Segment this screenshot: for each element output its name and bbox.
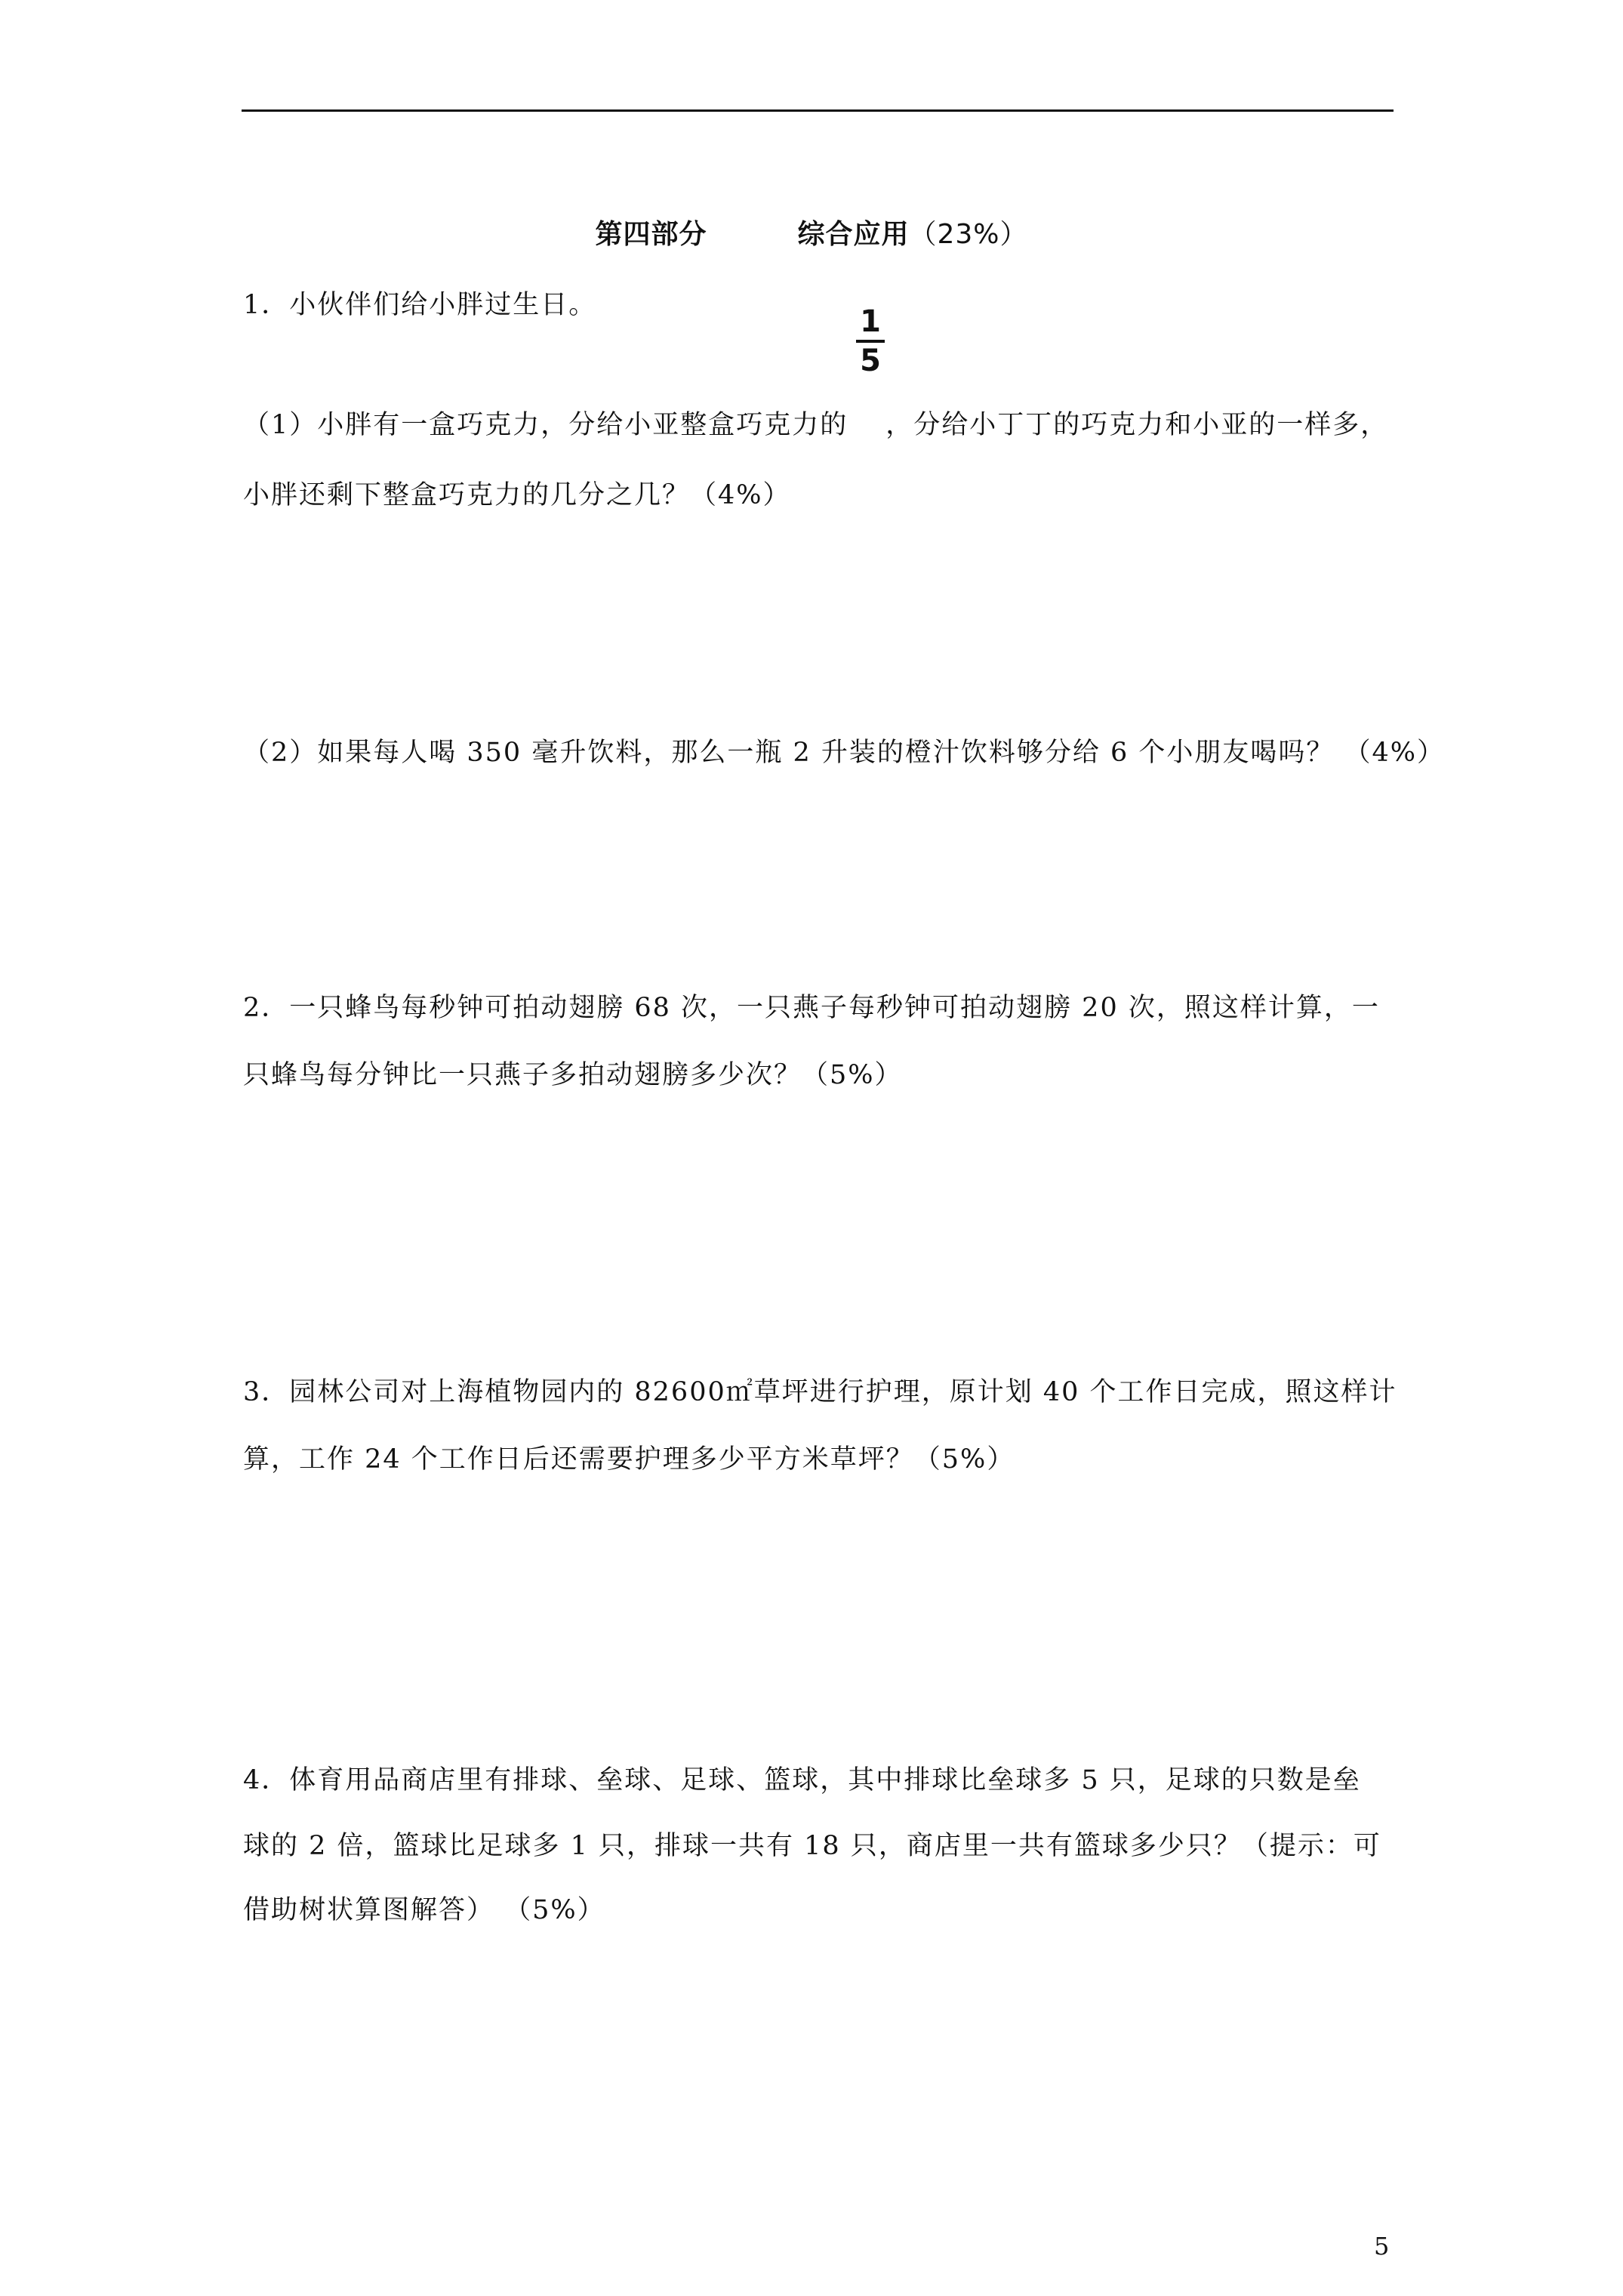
fraction-numerator: 1 xyxy=(856,305,885,343)
question-3-line-1: 3．园林公司对上海植物园内的 82600㎡草坪进行护理，原计划 40 个工作日完成，照这样计 xyxy=(243,1377,1397,1407)
question-4-line-2: 球的 2 倍，篮球比足球多 1 只，排球一共有 18 只，商店里一共有篮球多少只？（提示：可 xyxy=(243,1831,1381,1861)
question-3-line-2: 算，工作 24 个工作日后还需要护理多少平方米草坪？（5%） xyxy=(243,1444,1015,1475)
question-4-line-1: 4．体育用品商店里有排球、垒球、足球、篮球，其中排球比垒球多 5 只，足球的只数是垒 xyxy=(243,1765,1361,1795)
section-heading xyxy=(0,213,1623,251)
question-2-line-2: 只蜂鸟每分钟比一只燕子多拍动翅膀多少次？（5%） xyxy=(243,1060,903,1090)
question-1-stem: 1．小伙伴们给小胖过生日。 xyxy=(243,290,597,320)
section-title: 第四部分 xyxy=(595,219,707,250)
section-score: （23%） xyxy=(909,219,1028,250)
page-number: 5 xyxy=(1374,2232,1390,2261)
question-2-line-1: 2．一只蜂鸟每秒钟可拍动翅膀 68 次，一只燕子每秒钟可拍动翅膀 20 次，照这样计算，一 xyxy=(243,993,1380,1023)
header-rule xyxy=(242,109,1394,112)
question-1-2: （2）如果每人喝 350 毫升饮料，那么一瓶 2 升装的橙汁饮料够分给 6 个小朋友喝吗？ （4%） xyxy=(243,738,1446,768)
question-4-line-3: 借助树状算图解答） （5%） xyxy=(243,1895,605,1925)
question-1-1-line-1 xyxy=(243,404,1388,442)
section-subtitle: 综合应用 xyxy=(797,219,910,250)
question-1-1-text-before: （1）小胖有一盒巧克力，分给小亚整盒巧克力的 xyxy=(243,410,848,440)
fraction-denominator: 5 xyxy=(860,344,881,378)
question-1-1-text-after: ，分给小丁丁的巧克力和小亚的一样多， xyxy=(885,410,1389,440)
fraction-one-fifth xyxy=(856,305,885,378)
question-1-1-line-2: 小胖还剩下整盒巧克力的几分之几？（4%） xyxy=(243,480,791,510)
